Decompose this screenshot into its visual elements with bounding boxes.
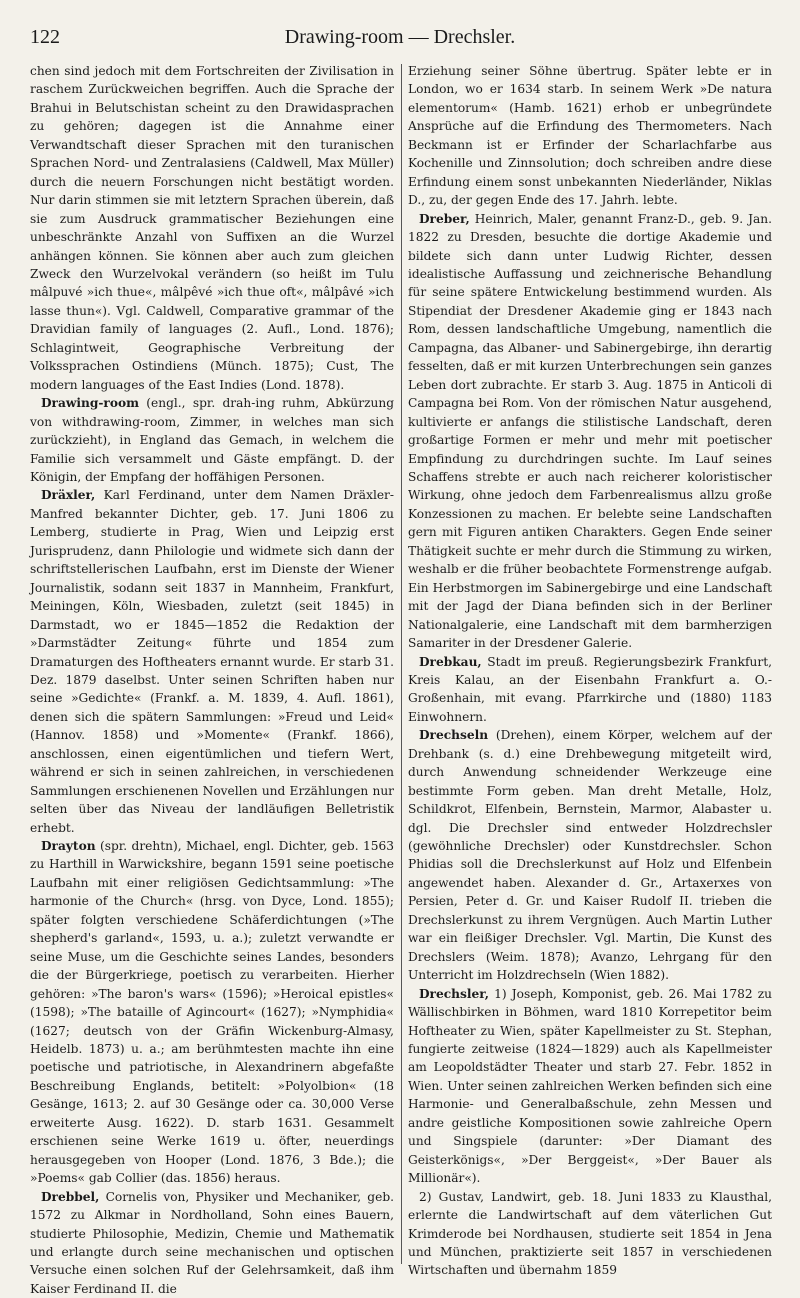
entry-text: Cornelis von, Physiker und Mechaniker, geb. 1572 zu Alkmar in Nordholland, Sohn eines Bauern, studierte Philosophie, Medizin, Chemie und Mathematik und erlangte durch seine mechanischen und optischen Versuche einen solchen Ruf der Gelehrsamkeit, daß ihm Kaiser Ferdinand II. die <box>30 1189 394 1296</box>
entry-text: chen sind jedoch mit dem Fortschreiten der Zivilisation in raschem Zurückweichen begriffen. Auch die Sprache der Brahui in Belutschistan scheint zu den Drawidasprachen zu gehören; dagegen ist die Annahme einer Verwandtschaft dieser Sprachen mit den turanischen Sprachen Nord- und Zentralasiens (Caldwell, Max Müller) durch die neuern Forschungen nicht bestätigt worden. Nur darin stimmen sie mit letztern Sprachen überein, daß sie zum Ausdruck grammatischer Beziehungen eine unbeschränkte Anzahl von Suffixen an die Wurzel anhängen können. Sie können aber auch zum gleichen Zweck den Wurzelvokal verändern (so heißt im Tulu mâlpuvé »ich thue«, mâlpêvé »ich thue oft«, mâlpâvé »ich lasse thun«). Vgl. Caldwell, Comparative grammar of the Dravidian family of languages (2. Aufl., Lond. 1876); Schlagintweit, Geographische Verbreitung der Volkssprachen Ostindiens (Münch. 1875); Cust, The modern languages of the East Indies (Lond. 1878). <box>30 64 394 392</box>
entry-headword: Drechseln <box>418 728 489 743</box>
right-column <box>408 62 773 1278</box>
entry-headword: Drechsler, <box>418 986 490 1001</box>
entry-drechseln <box>408 726 772 984</box>
entry-headword: Dräxler, <box>40 488 96 503</box>
entry-headword: Drebkau, <box>418 654 482 669</box>
entry-text: Karl Ferdinand, unter dem Namen Dräxler-Manfred bekannter Dichter, geb. 17. Juni 1806 zu Lemberg, studierte in Prag, Wien und Leipzig erst Jurisprudenz, dann Philologie und widmete sich dann der schriftstellerischen Laufbahn, erst im Dienste der Wiener Journalistik, sodann seit 1837 in Mannheim, Frankfurt, Meiningen, Köln, Wiesbaden, zuletzt (seit 1845) in Darmstadt, wo er 1845—1852 die Redaktion der »Darmstädter Zeitung« führte und 1854 zum Dramaturgen des Hoftheaters ernannt wurde. Er starb 31. Dez. 1879 daselbst. Unter seinen Schriften haben nur seine »Gedichte« (Frankf. a. M. 1839, 4. Aufl. 1861), denen sich die spätern Sammlungen: »Freud und Leid« (Hannov. 1858) und »Momente« (Frankf. 1866), anschlossen, einen eigentümlichen und tiefern Wert, während er sich in seinen zahlreichen, in verschiedenen Sammlungen erschienenen Novellen und Erzählungen nur selten über das Niveau der landläufigen Belletristik erhebt. <box>30 488 395 835</box>
text-columns <box>30 62 773 1296</box>
entry-headword: Drebbel, <box>40 1189 100 1204</box>
entry-text: Stadt im preuß. Regierungsbezirk Frankfurt, Kreis Kalau, an der Eisenbahn Frankfurt a. O.-Großenhain, mit evang. Pfarrkirche und (1880) 1183 Einwohnern. <box>408 654 772 724</box>
entry-text: (Drehen), einem Körper, welchem auf der Drehbank (s. d.) eine Drehbewegung mitgeteilt wird, durch Anwendung schneidender Werkzeuge eine bestimmte Form geben. Man dreht Metalle, Holz, Schildkrot, Elfenbein, Bernstein, Marmor, Alabaster u. dgl. Die Drechsler sind entweder Holzdrechsler (gewöhnliche Drechsler) oder Kunstdrechsler. Schon Phidias soll die Drechslerkunst auf Holz und Elfenbein angewendet haben. Alexander d. Gr., Artaxerxes von Persien, Peter d. Gr. und Kaiser Rudolf II. trieben die Drechslerkunst zu ihrem Vergnügen. Auch Martin Luther war ein fleißiger Drechsler. Vgl. Martin, Die Kunst des Drechslers (Weim. 1878); Avanzo, Lehrgang für den Unterricht im Holzdrechseln (Wien 1882). <box>408 728 772 983</box>
left-column <box>30 62 395 1296</box>
entry-text: Heinrich, Maler, genannt Franz-D., geb. 9. Jan. 1822 zu Dresden, besuchte die dortige Akademie und bildete sich dann unter Ludwig Richter, dessen idealistische Auffassung und zeichnerische Behandlung für seine spätere Entwickelung bestimmend wurden. Als Stipendiat der Dresdener Akademie ging er 1843 nach Rom, dessen landschaftliche Umgebung, namentlich die Campagna, das Albaner- und Sabinergebirge, ihn derartig fesselten, daß er mit kurzen Unterbrechungen sein ganzes Leben dort zubrachte. Er starb 3. Aug. 1875 in Anticoli di Campagna bei Rom. Von der römischen Natur ausgehend, kultivierte er anfangs die stilistische Landschaft, deren großartige Formen er mehr und mehr mit poetischer Empfindung zu durchdringen suchte. Im Lauf seines Schaffens strebte er auch nach reicherer koloristischer Wirkung, ohne jedoch dem Farbenrealismus allzu große Konzessionen zu machen. Er belebte seine Landschaften gern mit Figuren antiken Charakters. Gegen Ende seiner Thätigkeit suchte er mehr durch die Stimmung zu wirken, weshalb er die früher beobachtete Formenstrenge aufgab. Ein Herbstmorgen im Sabinergebirge und eine Landschaft mit der Jagd der Diana befinden sich in der Berliner Nationalgalerie, eine Landschaft mit dem barmherzigen Samariter in der Dresdener Galerie. <box>408 211 772 651</box>
entry-drayton <box>30 837 394 1188</box>
entry-dreber <box>408 210 772 653</box>
continuation-paragraph <box>30 62 394 394</box>
page-header <box>30 22 770 52</box>
continuation-paragraph <box>408 62 772 210</box>
entry-drebbel <box>30 1188 394 1298</box>
entry-drawing-room <box>30 394 394 486</box>
entry-headword: Drayton <box>40 839 96 854</box>
entry-text: 1) Joseph, Komponist, geb. 26. Mai 1782 zu Wällischbirken in Böhmen, ward 1810 Korrepetitor beim Hoftheater zu Wien, später Kapellmeister zu St. Stephan, fungierte zeitweise (1824—1829) auch als Kapellmeister am Leopoldstädter Theater und starb 27. Febr. 1852 in Wien. Unter seinen zahlreichen Werken befinden sich eine Harmonie- und Generalbaßschule, zehn Messen und andre geistliche Kompositionen sowie zahlreiche Opern und Singspiele (darunter: »Der Diamant des Geisterkönigs«, »Der Berggeist«, »Der Bauer als Millionär«). <box>408 986 773 1186</box>
entry-text: Erziehung seiner Söhne übertrug. Später lebte er in London, wo er 1634 starb. In seinem Werk »De natura elementorum« (Hamb. 1621) erhob er unbegründete Ansprüche auf die Erfindung des Thermometers. Nach Beckmann ist er Erfinder der Scharlachfarbe aus Kochenille und Zinnsolution; doch schreiben andre diese Erfindung einem sonst unbekannten Niederländer, Niklas D., zu, der gegen Ende des 17. Jahrh. lebte. <box>408 64 772 208</box>
entry-draexler <box>30 486 394 837</box>
entry-drechsler <box>408 985 772 1188</box>
running-title: Drawing-room — Drechsler. <box>284 26 516 48</box>
entry-text: (spr. drehtn), Michael, engl. Dichter, geb. 1563 zu Harthill in Warwickshire, begann 1591 seine poetische Laufbahn mit einer religiösen Gedichtsammlung: »The harmonie of the Church« (hrsg. von Dyce, Lond. 1855); später folgten verschiedene Schäferdichtungen (»The shepherd's garland«, 1593, u. a.); zuletzt verwandte er seine Muse, um die Geschichte seines Landes, besonders die der Bürgerkriege, poetisch zu verarbeiten. Hierher gehören: »The baron's wars« (1596); »Heroical epistles« (1598); »The bataille of Agincourt« (1627); »Nymphidia« (1627; deutsch von der Gräfin Wickenburg-Almasy, Heidelb. 1873) u. a.; am berühmtesten machte ihn eine poetische und patriotische, in Alexandrinern abgefaßte Beschreibung Englands, betitelt: »Polyolbion« (18 Gesänge, 1613; 2. auf 30 Gesänge oder ca. 30,000 Verse erweiterte Ausg. 1622). D. starb 1631. Gesammelt erschienen seine Werke 1619 u. öfter, neuerdings herausgegeben von Hooper (Lond. 1876, 3 Bde.); die »Poems« gab Collier (das. 1856) heraus. <box>30 839 394 1186</box>
entry-headword: Drawing-room <box>40 396 139 411</box>
subentry-drechsler-gustav <box>408 1188 772 1280</box>
entry-drebkau <box>408 653 772 727</box>
entry-headword: Dreber, <box>418 211 470 226</box>
entry-text: (engl., spr. drah-ing ruhm, Abkürzung von withdrawing-room, Zimmer, in welches man sich zurückzieht), in England das Gemach, in welchem die Familie sich versammelt und Gäste empfängt. D. der Königin, der Empfang der hoffähigen Personen. <box>30 396 394 484</box>
page-number: 122 <box>30 26 60 48</box>
entry-text: 2) Gustav, Landwirt, geb. 18. Juni 1833 zu Klausthal, erlernte die Landwirtschaft auf dem väterlichen Gut Krimderode bei Nordhausen, studierte seit 1854 in Jena und München, praktizierte seit 1857 in verschiedenen Wirtschaften und übernahm 1859 <box>408 1189 772 1278</box>
